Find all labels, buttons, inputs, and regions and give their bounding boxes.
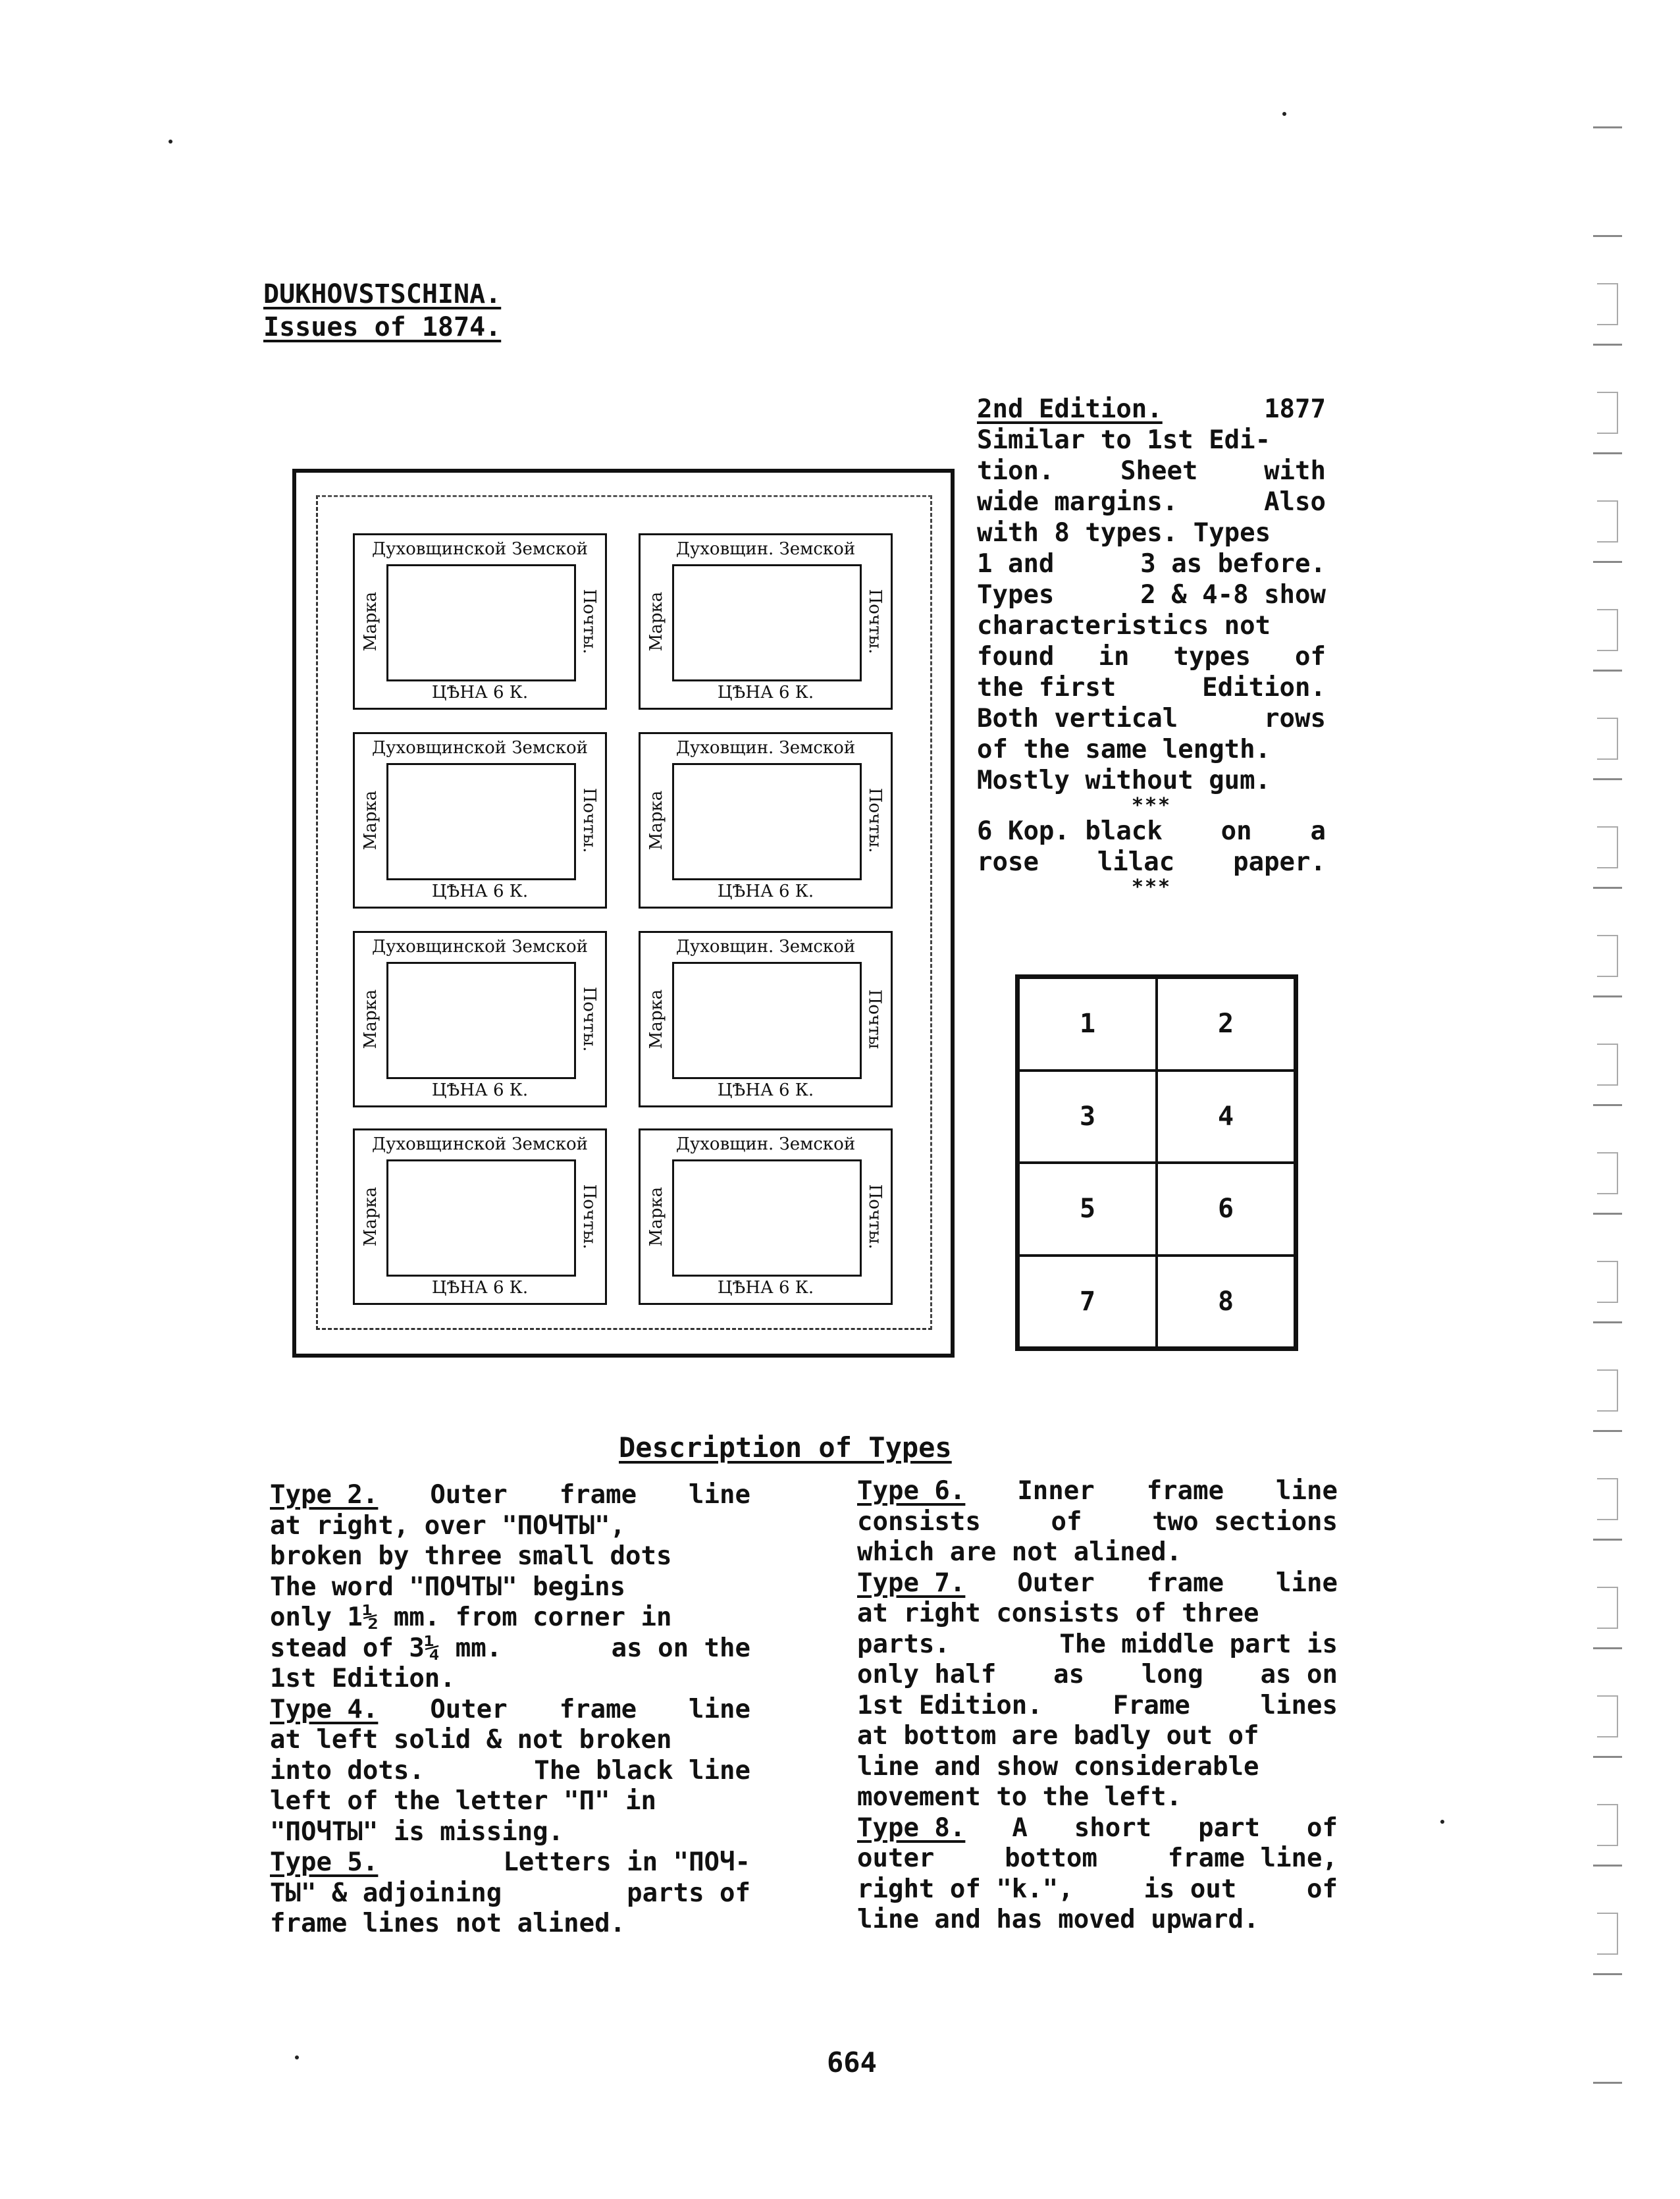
stamp-value: ЦѢНА 6 К. <box>717 882 814 901</box>
description-title: Description of Types <box>619 1431 952 1464</box>
text-line <box>270 1603 750 1633</box>
position-cell: 8 <box>1157 1256 1295 1348</box>
binder-tick <box>1593 670 1622 672</box>
stamp <box>639 931 893 1107</box>
stamp-value: ЦѢНА 6 К. <box>717 1080 814 1100</box>
text-segment: part <box>1198 1813 1261 1843</box>
description-left-column <box>270 1480 750 1940</box>
stamp-left-label: Марка <box>361 790 381 851</box>
text-segment: with 8 types. Types <box>977 518 1271 548</box>
stamp-right-label: Почты. <box>579 1184 599 1250</box>
binder-hole <box>1597 718 1618 760</box>
text-line <box>270 1817 750 1848</box>
text-segment: Type 8. <box>857 1813 966 1843</box>
text-segment: into dots. <box>270 1755 425 1786</box>
speck <box>1282 112 1286 116</box>
text-line <box>270 1664 750 1695</box>
stamp-left-label: Марка <box>361 989 381 1049</box>
stamp <box>639 1128 893 1305</box>
text-segment: Inner <box>1017 1476 1095 1506</box>
text-segment: Types <box>977 580 1055 610</box>
text-segment: Type 2. <box>270 1480 379 1510</box>
text-line <box>977 579 1326 610</box>
text-segment: Mostly without gum. <box>977 766 1271 795</box>
text-segment: frame <box>1146 1476 1224 1506</box>
text-segment: 1 and <box>977 549 1055 579</box>
stamp <box>639 533 893 710</box>
binder-tick <box>1593 1539 1622 1541</box>
text-segment: two sections <box>1152 1506 1338 1537</box>
text-segment: Outer <box>430 1480 508 1510</box>
text-segment: line and has moved upward. <box>857 1905 1259 1934</box>
text-segment: short <box>1074 1813 1152 1843</box>
stamp-sheet <box>292 469 955 1358</box>
text-segment: tion. <box>977 456 1055 486</box>
binder-tick <box>1593 1321 1622 1323</box>
position-cell: 5 <box>1018 1163 1157 1256</box>
binder-tick <box>1593 452 1622 454</box>
text-segment: line <box>689 1480 750 1510</box>
text-segment: Outer <box>430 1694 508 1724</box>
stamp-right-label: Почты. <box>865 1184 885 1250</box>
binder-hole <box>1597 935 1618 977</box>
position-cell: 2 <box>1157 978 1295 1071</box>
binder-tick <box>1593 887 1622 889</box>
stamp <box>353 533 607 710</box>
text-line <box>977 425 1326 456</box>
text-segment: parts of <box>627 1878 750 1908</box>
binder-tick <box>1593 1756 1622 1758</box>
speck <box>295 2055 299 2059</box>
text-segment: characteristics not <box>977 611 1271 641</box>
binder-hole <box>1597 283 1618 325</box>
text-line <box>977 816 1326 847</box>
text-segment: lilac <box>1097 847 1175 877</box>
text-segment: 2 & 4-8 show <box>1140 580 1326 610</box>
text-segment: in <box>1098 642 1130 672</box>
text-line <box>857 1752 1338 1783</box>
text-segment: broken by three small dots <box>270 1541 672 1571</box>
position-diagram <box>1015 974 1298 1351</box>
text-segment: right of "k.", <box>857 1874 1074 1904</box>
text-line <box>977 548 1326 579</box>
binder-tick <box>1593 1213 1622 1215</box>
text-line <box>270 1633 750 1664</box>
text-segment: line <box>1276 1568 1338 1598</box>
text-line <box>857 1660 1338 1691</box>
text-line <box>857 1813 1338 1844</box>
text-segment: Type 5. <box>270 1847 379 1877</box>
text-line <box>857 1874 1338 1905</box>
text-line <box>857 1629 1338 1660</box>
text-segment: parts. <box>857 1629 950 1659</box>
stamp-header: Духовщинской Земской <box>372 1134 588 1154</box>
binder-hole <box>1597 1804 1618 1846</box>
binder-tick <box>1593 1430 1622 1432</box>
text-segment: The word "ПОЧТЫ" begins <box>270 1572 626 1602</box>
stamp-left-label: Марка <box>646 790 666 851</box>
text-line <box>270 1511 750 1542</box>
binder-tick <box>1593 1104 1622 1106</box>
text-line <box>270 1786 750 1817</box>
stamp <box>353 1128 607 1305</box>
text-line <box>857 1843 1338 1874</box>
text-segment: of <box>1307 1874 1338 1904</box>
binder-tick <box>1593 126 1622 128</box>
stamp-value: ЦѢНА 6 К. <box>431 1080 529 1100</box>
stamp-right-label: Почты. <box>579 589 599 654</box>
text-segment: rows <box>1264 704 1326 733</box>
text-segment: Outer <box>1017 1568 1095 1598</box>
text-line <box>977 734 1326 765</box>
text-segment: 6 Kop. black <box>977 816 1163 846</box>
binder-tick <box>1593 235 1622 237</box>
stamp-value: ЦѢНА 6 К. <box>431 882 529 901</box>
text-line <box>857 1507 1338 1538</box>
text-line <box>857 1905 1338 1936</box>
text-segment: lines <box>1260 1690 1338 1720</box>
text-segment: frame lines not alined. <box>270 1909 626 1938</box>
binder-tick <box>1593 1865 1622 1867</box>
text-segment: 3 as before. <box>1140 549 1326 579</box>
stamp-left-label: Марка <box>646 1186 666 1247</box>
text-segment: Type 7. <box>857 1568 966 1598</box>
stamp-right-label: Почты. <box>579 986 599 1052</box>
text-segment: only 1½ mm. from corner in <box>270 1603 672 1632</box>
stamp-left-label: Марка <box>361 591 381 652</box>
text-segment: Sheet <box>1120 456 1198 486</box>
stamp-value: ЦѢНА 6 К. <box>431 683 529 702</box>
stamp-header: Духовщин. Земской <box>675 738 856 758</box>
text-segment: of <box>1295 642 1326 672</box>
text-segment: wide margins. <box>977 487 1178 517</box>
binder-hole <box>1597 826 1618 868</box>
text-line <box>857 1691 1338 1722</box>
text-segment: frame <box>559 1480 637 1510</box>
text-segment: Letters in "ПОЧ- <box>503 1847 750 1877</box>
stamp-inner-frame <box>672 962 862 1079</box>
text-line <box>270 1878 750 1909</box>
stamp-inner-frame <box>386 962 576 1079</box>
text-line <box>270 1756 750 1787</box>
binder-hole <box>1597 1369 1618 1412</box>
text-line <box>270 1480 750 1511</box>
stamp-right-label: Почты. <box>579 787 599 853</box>
text-segment: stead of 3¼ mm. <box>270 1633 502 1663</box>
stamp <box>353 931 607 1107</box>
stamp <box>639 732 893 909</box>
text-segment: bottom <box>1005 1843 1097 1873</box>
stamp-left-label: Марка <box>646 591 666 652</box>
text-line <box>857 1537 1338 1568</box>
stamp-header: Духовщинской Земской <box>372 539 588 559</box>
speck <box>169 140 172 144</box>
binder-hole <box>1597 1152 1618 1194</box>
text-segment: Frame <box>1113 1690 1190 1720</box>
text-segment: of the same length. <box>977 735 1271 764</box>
text-line <box>977 703 1326 734</box>
description-right-column <box>857 1476 1338 1936</box>
position-cell: 4 <box>1157 1071 1295 1163</box>
stamp-header: Духовщин. Земской <box>675 1134 856 1154</box>
text-segment: at bottom are badly out of <box>857 1721 1259 1751</box>
binder-hole <box>1597 500 1618 543</box>
stamp-value: ЦѢНА 6 К. <box>431 1278 529 1298</box>
text-segment: 2nd Edition. <box>977 394 1163 424</box>
stamp-inner-frame <box>672 1159 862 1277</box>
stamp-left-label: Марка <box>646 989 666 1049</box>
text-segment: The middle part is <box>1059 1629 1338 1659</box>
text-segment: line <box>689 1694 750 1724</box>
text-line <box>977 847 1326 878</box>
position-cell: 3 <box>1018 1071 1157 1163</box>
stamp-left-label: Марка <box>361 1186 381 1247</box>
text-line <box>857 1782 1338 1813</box>
text-segment: line and show considerable <box>857 1751 1259 1782</box>
text-line <box>857 1599 1338 1629</box>
binder-tick <box>1593 1647 1622 1649</box>
binder-tick <box>1593 1973 1622 1975</box>
text-segment: as <box>1053 1660 1085 1689</box>
text-segment: which are not alined. <box>857 1537 1182 1567</box>
text-segment: line <box>1276 1476 1338 1506</box>
text-line <box>270 1725 750 1756</box>
text-segment: "ПОЧТЫ" is missing. <box>270 1816 564 1847</box>
text-line <box>977 672 1326 703</box>
text-segment: found <box>977 642 1055 672</box>
text-segment: paper. <box>1233 847 1326 877</box>
binder-hole <box>1597 1913 1618 1955</box>
stamp-right-label: Почты. <box>865 589 885 654</box>
text-line <box>977 517 1326 548</box>
text-segment: A <box>1012 1813 1028 1843</box>
binder-tick <box>1593 561 1622 563</box>
text-segment: at right consists of three <box>857 1599 1259 1628</box>
page-number: 664 <box>827 2046 877 2079</box>
text-segment: Both vertical <box>977 704 1178 733</box>
text-line <box>977 456 1326 487</box>
text-line <box>270 1909 750 1940</box>
separator-stars: *** <box>1131 794 1172 817</box>
binder-hole <box>1597 1695 1618 1737</box>
stamp-header: Духовщин. Земской <box>675 937 856 957</box>
stamp-inner-frame <box>672 763 862 880</box>
binder-tick <box>1593 778 1622 780</box>
stamp-inner-frame <box>672 564 862 681</box>
text-segment: Type 4. <box>270 1694 379 1724</box>
text-segment: types <box>1173 642 1251 672</box>
heading: DUKHOVSTSCHINA. <box>263 279 502 309</box>
text-line <box>857 1721 1338 1752</box>
edition-text <box>977 394 1326 897</box>
text-segment: of <box>1307 1813 1338 1843</box>
text-segment: consists <box>857 1506 981 1537</box>
binder-tick <box>1593 2082 1622 2084</box>
text-segment: 1877 <box>1264 394 1326 424</box>
text-segment: the first <box>977 673 1116 702</box>
text-segment: 1st Edition. <box>270 1664 456 1693</box>
stamp <box>353 732 607 909</box>
stamp-inner-frame <box>386 1159 576 1277</box>
text-line <box>857 1476 1338 1507</box>
stamp-value: ЦѢНА 6 К. <box>717 683 814 702</box>
position-cell: 1 <box>1018 978 1157 1071</box>
stamp-value: ЦѢНА 6 К. <box>717 1278 814 1298</box>
stamp-right-label: Почты <box>865 989 885 1049</box>
text-segment: Edition. <box>1202 673 1326 702</box>
text-segment: ТЫ" & adjoining <box>270 1878 502 1908</box>
binder-hole <box>1597 609 1618 651</box>
text-line <box>857 1568 1338 1599</box>
stamp-right-label: Почты. <box>865 787 885 853</box>
text-line <box>977 394 1326 425</box>
text-line <box>270 1695 750 1726</box>
position-cell: 6 <box>1157 1163 1295 1256</box>
text-line <box>270 1541 750 1572</box>
text-segment: of <box>1051 1506 1082 1537</box>
text-line <box>270 1572 750 1603</box>
binder-tick <box>1593 344 1622 346</box>
text-segment: 1st Edition. <box>857 1690 1043 1720</box>
text-segment: Also <box>1264 487 1326 517</box>
text-segment: Type 6. <box>857 1476 966 1506</box>
text-segment: The black line <box>534 1755 750 1786</box>
binder-tick <box>1593 995 1622 997</box>
stamp-header: Духовщин. Земской <box>675 539 856 559</box>
text-segment: as on the <box>611 1633 750 1663</box>
text-segment: frame line, <box>1167 1843 1338 1873</box>
text-segment: rose <box>977 847 1039 877</box>
text-segment: at left solid & not broken <box>270 1725 672 1755</box>
text-line <box>270 1847 750 1878</box>
stamp-header: Духовщинской Земской <box>372 937 588 957</box>
text-segment: left of the letter "П" in <box>270 1786 656 1816</box>
text-segment: long <box>1141 1660 1203 1689</box>
text-segment: on <box>1221 816 1252 846</box>
binder-hole <box>1597 1478 1618 1520</box>
text-line <box>977 765 1326 796</box>
stamp-inner-frame <box>386 564 576 681</box>
text-segment: outer <box>857 1843 935 1873</box>
separator-stars: *** <box>1131 876 1172 899</box>
position-cell: 7 <box>1018 1256 1157 1348</box>
binder-hole <box>1597 1261 1618 1303</box>
text-segment: Similar to 1st Edi- <box>977 425 1271 455</box>
text-segment: is out <box>1143 1874 1237 1904</box>
page-title-block <box>263 278 501 344</box>
text-segment: as on <box>1260 1660 1338 1689</box>
stamp-header: Духовщинской Земской <box>372 738 588 758</box>
binder-hole <box>1597 392 1618 434</box>
text-line <box>977 610 1326 641</box>
text-segment: frame <box>559 1694 637 1724</box>
stamp-inner-frame <box>386 763 576 880</box>
text-segment: at right, over "ПОЧТЫ", <box>270 1510 626 1541</box>
text-segment: frame <box>1146 1568 1224 1598</box>
text-segment: only half <box>857 1660 997 1689</box>
text-line <box>977 487 1326 517</box>
text-segment: movement to the left. <box>857 1782 1182 1812</box>
subheading: Issues of 1874. <box>263 312 502 342</box>
text-segment: a <box>1310 816 1326 846</box>
text-segment: with <box>1264 456 1326 486</box>
speck <box>1440 1820 1444 1824</box>
binder-hole <box>1597 1587 1618 1629</box>
text-line <box>977 641 1326 672</box>
binder-hole <box>1597 1044 1618 1086</box>
